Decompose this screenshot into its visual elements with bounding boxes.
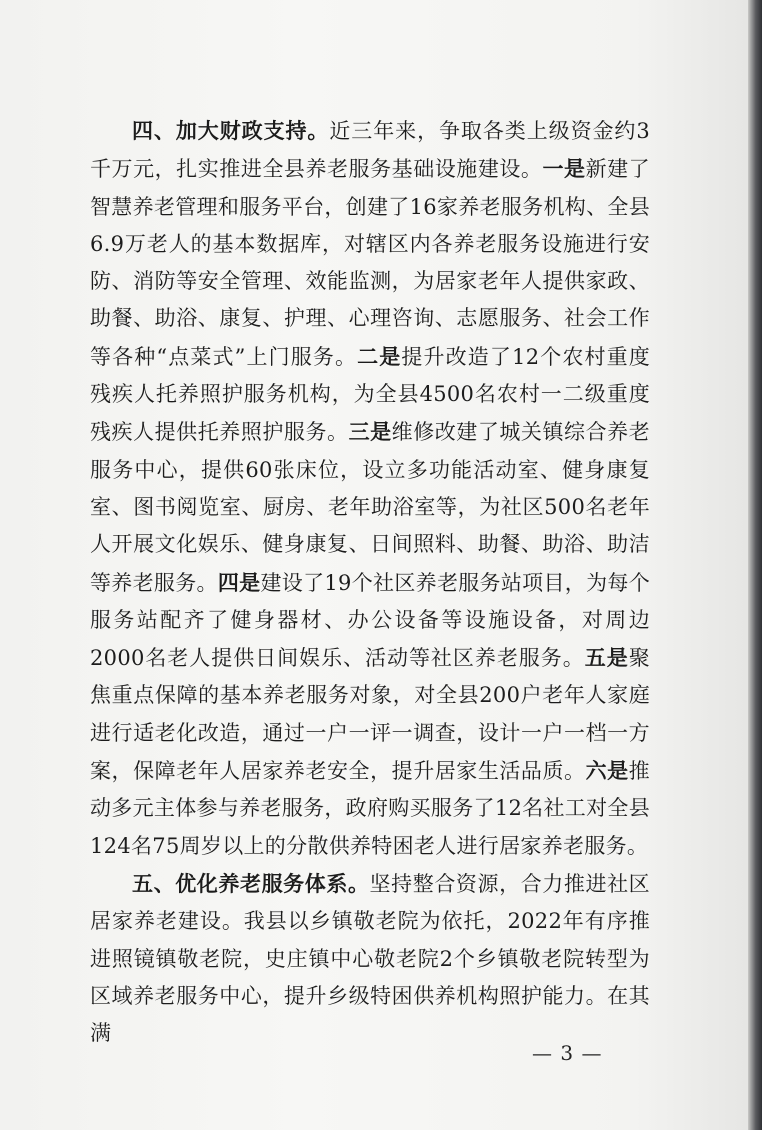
paragraph-text: 坚持整合资源，合力推进社区居家养老建设。我县以乡镇敬老院为依托，2022年有序推进照镜镇敬老院，史庄镇中心敬老院2个乡镇敬老院转型为区域养老服务中心，提升乡级特困供养机构照护能力。在其满 <box>90 871 650 1046</box>
paragraph-text: 推动多元主体参与养老服务，政府购买服务了12名社工对全县124名75周岁以上的分散供养特困老人进行居家养老服务。 <box>90 759 650 858</box>
page-number: — 3 — <box>532 1041 603 1065</box>
list-keyword: 五是 <box>584 645 629 671</box>
paragraph-fiscal-support <box>90 112 650 865</box>
document-body <box>90 112 650 1052</box>
section-heading-service-system: 五、优化养老服务体系。 <box>132 870 370 896</box>
paragraph-text: 提升改造了12个农村重度残疾人托养照护服务机构，为全县4500名农村一二级重度残疾人提供托养照护服务。 <box>90 344 651 445</box>
list-keyword: 二是 <box>357 343 402 369</box>
list-keyword: 四是 <box>217 569 261 595</box>
section-heading-fiscal-support: 四、加大财政支持。 <box>132 118 330 143</box>
paragraph-service-system <box>90 865 650 1052</box>
list-keyword: 六是 <box>585 758 629 784</box>
paragraph-text: 新建了智慧养老管理和服务平台，创建了16家养老服务机构、全县6.9万老人的基本数据库，对辖区内各养老服务设施进行安防、消防等安全管理、效能监测，为居家老年人提供家政、助餐、助浴、康复、护理、心理咨询、志愿服务、社会工作等各种“点菜式”上门服务。 <box>90 157 650 369</box>
page-edge-shadow <box>748 0 762 1130</box>
paragraph-text: 建设了19个社区养老服务站项目，为每个服务站配齐了健身器材、办公设备等设施设备，对周边2000名老人提供日间娱乐、活动等社区养老服务。 <box>90 570 650 671</box>
paragraph-text: 近三年来，争取各类上级资金约3千万元，扎实推进全县养老服务基础设施建设。 <box>90 119 651 182</box>
list-keyword: 一是 <box>542 156 586 182</box>
list-keyword: 三是 <box>348 419 392 445</box>
paragraph-text: 聚焦重点保障的基本养老服务对象，对全县200户老年人家庭进行适老化改造，通过一户一评一调查，设计一户一档一方案，保障老年人居家养老安全，提升居家生活品质。 <box>90 646 650 784</box>
paragraph-text: 维修改建了城关镇综合养老服务中心，提供60张床位，设立多功能活动室、健身康复室、图书阅览室、厨房、老年助浴室等，为社区500名老年人开展文化娱乐、健身康复、日间照料、助餐、助浴、助洁等养老服务。 <box>90 420 650 595</box>
